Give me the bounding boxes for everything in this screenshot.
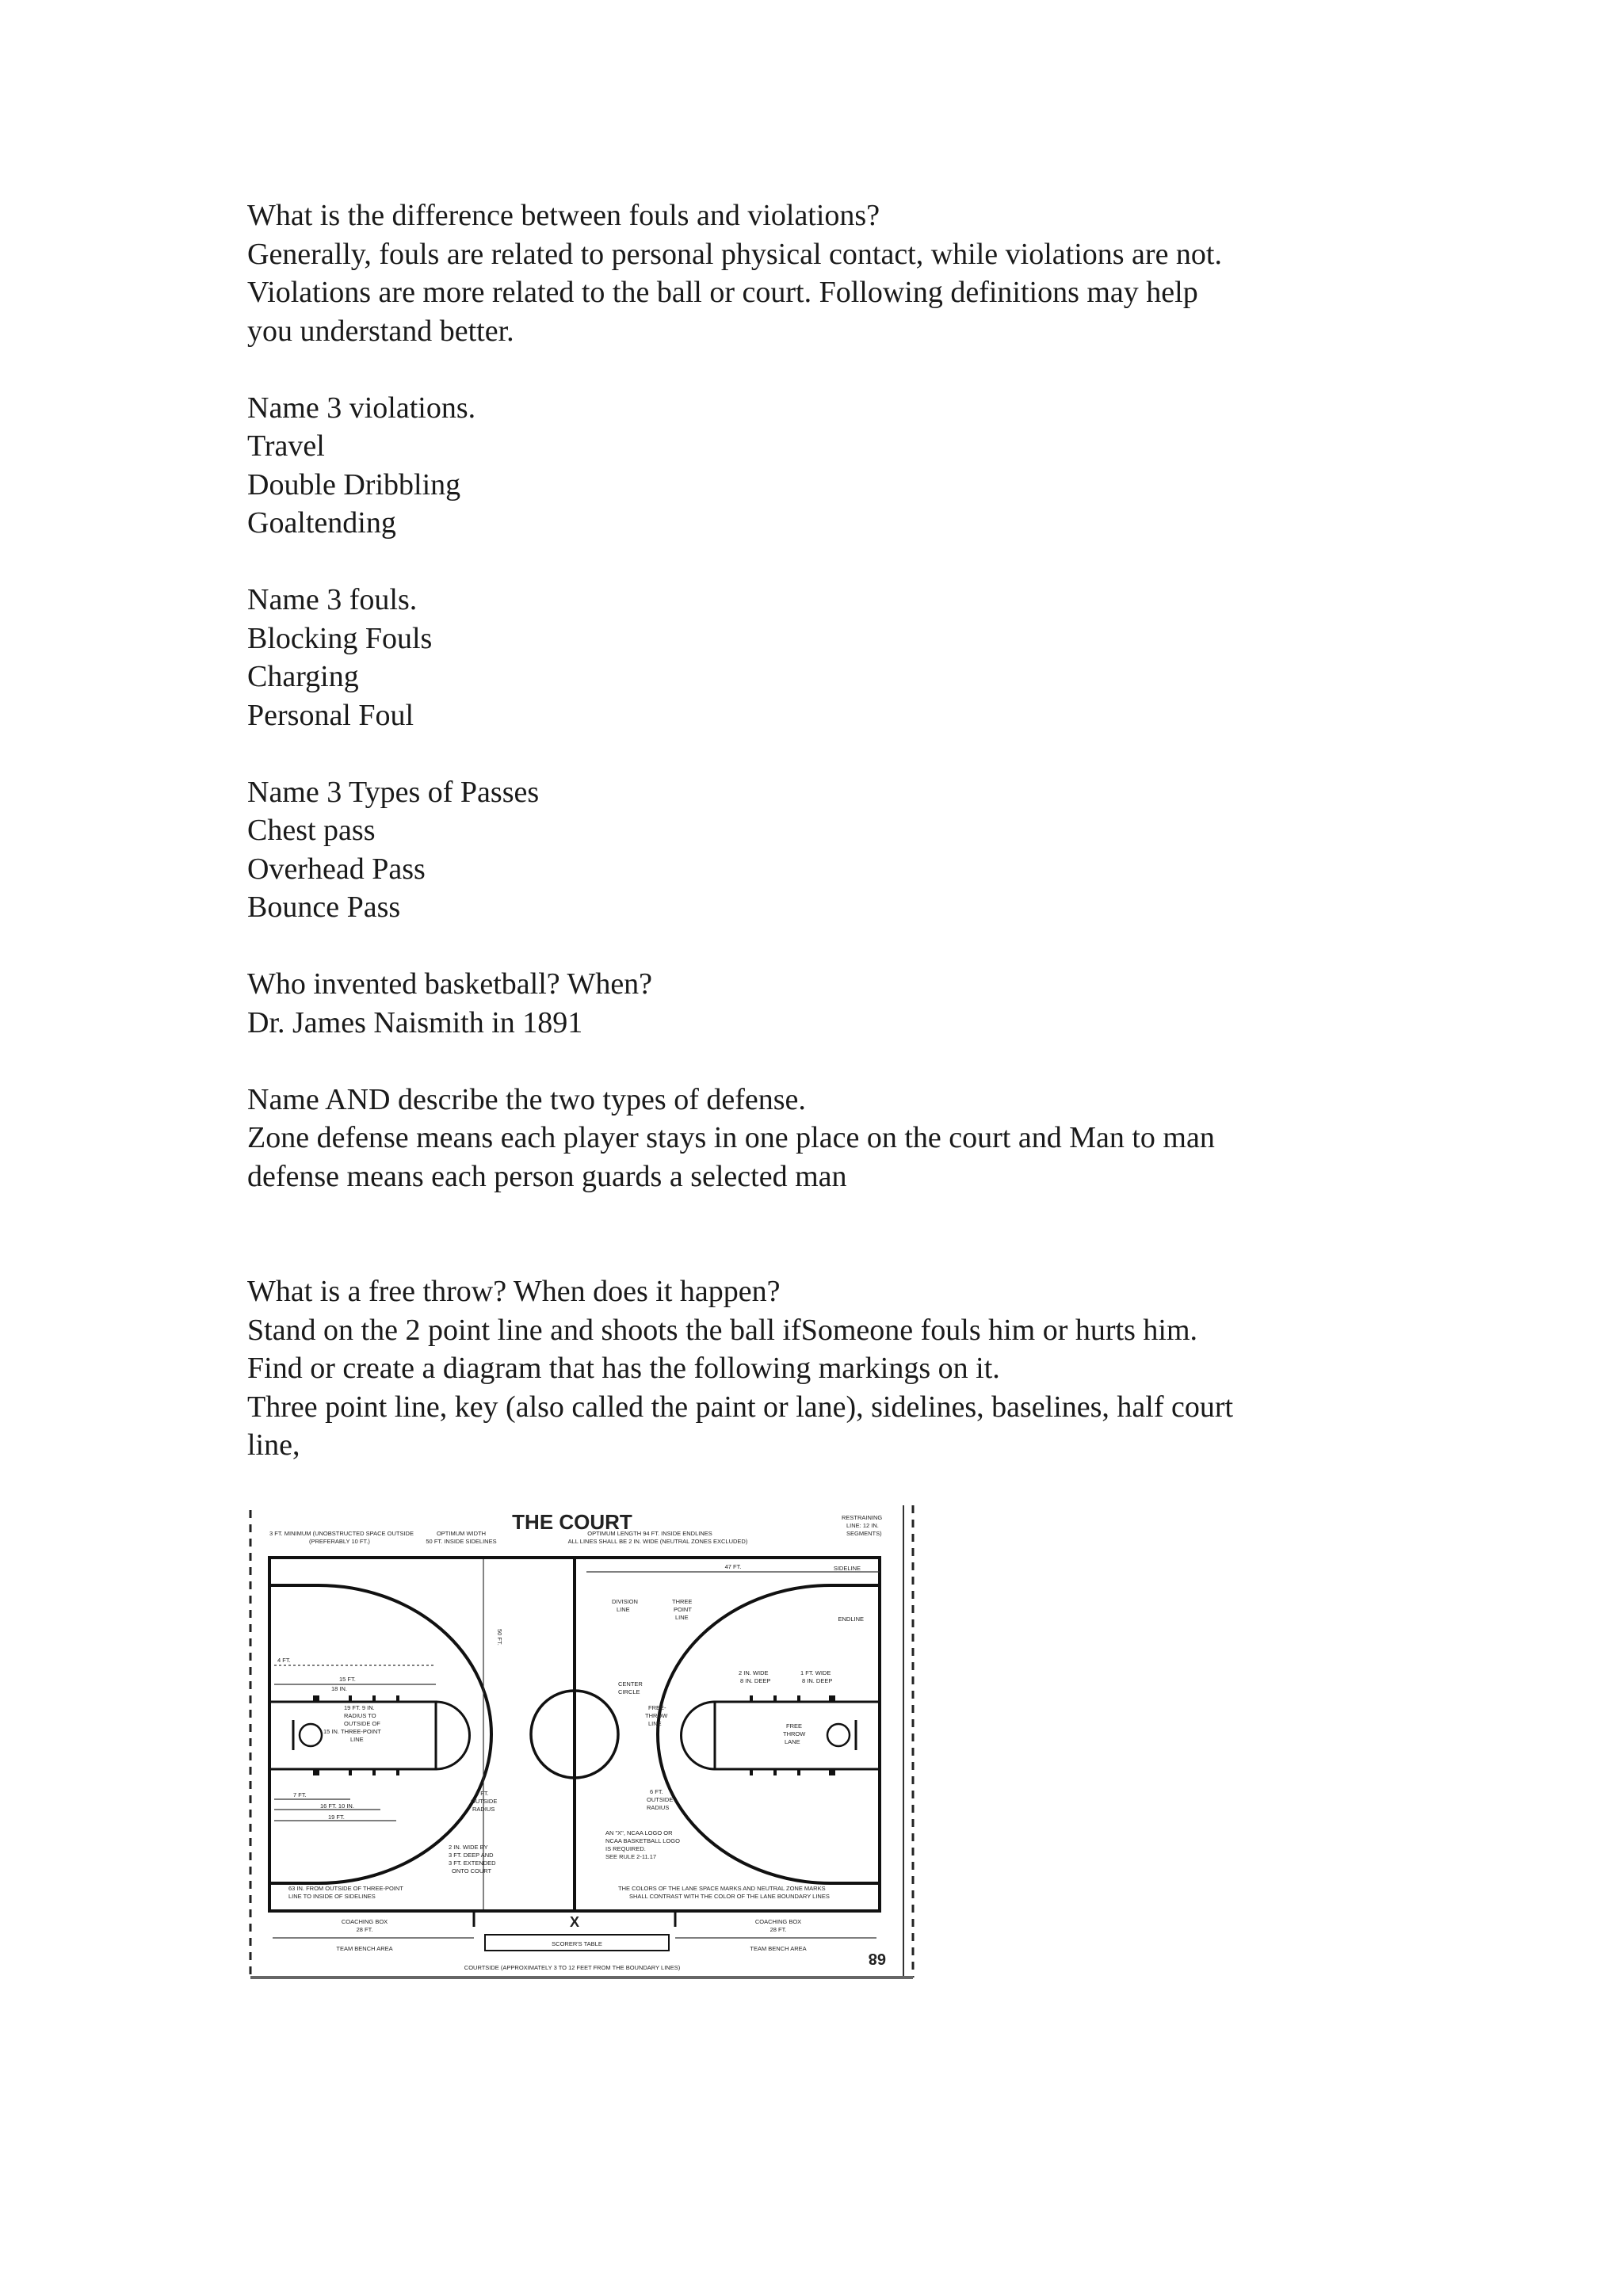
label-inside-2: LINE TO INSIDE OF SIDELINES [288, 1893, 376, 1900]
question-text: Name 3 Types of Passes [247, 775, 540, 809]
question-text: Who invented basketball? When? [247, 967, 653, 1001]
label-min-space-2: (PREFERABLY 10 FT.) [309, 1538, 370, 1545]
label-19ft: 19 FT. [328, 1814, 345, 1821]
answer-text: Violations are more related to the ball or court. Following definitions may help [247, 276, 1198, 309]
label-radius-6c-left: RADIUS [472, 1806, 495, 1813]
answer-text: Double Dribbling [247, 467, 461, 502]
label-arc-radius-3: OUTSIDE OF [344, 1720, 380, 1727]
answer-text: Blocking Fouls [247, 621, 433, 655]
label-47ft: 47 FT. [724, 1563, 742, 1570]
label-50ft: 50 FT. [496, 1629, 503, 1646]
label-opt-length-2: ALL LINES SHALL BE 2 IN. WIDE (NEUTRAL ZONES EXCLUDED) [567, 1538, 748, 1545]
label-three-3: LINE [675, 1614, 689, 1621]
question-text: Name AND describe the two types of defense. [247, 1082, 806, 1116]
page-number: 68 [868, 1950, 886, 1967]
label-lane-2: THROW [783, 1730, 806, 1737]
label-extended-3: 3 FT. EXTENDED [449, 1859, 496, 1867]
label-lane-3: LANE [785, 1738, 800, 1745]
label-free-throw-2: THROW [645, 1712, 668, 1719]
question-text: Name 3 fouls. [247, 583, 418, 616]
label-bench-right: TEAM BENCH AREA [750, 1945, 807, 1952]
paragraph-gap [247, 927, 1404, 966]
label-radius-6-left: 6 FT. [475, 1790, 489, 1797]
answer-text: Zone defense means each player stays in one place on the court and Man to man [247, 1121, 1215, 1154]
label-min-space: 3 FT. MINIMUM (UNOBSTRUCTED SPACE OUTSIDE [269, 1530, 414, 1537]
label-bench-left: TEAM BENCH AREA [336, 1945, 393, 1952]
label-wide-1ft: 1 FT. WIDE [800, 1669, 831, 1676]
label-scorers: SCORER'S TABLE [552, 1940, 602, 1947]
answer-text: Charging [247, 660, 359, 693]
label-coaching-left: COACHING BOX [341, 1918, 388, 1925]
label-logo-2: NCAA BASKETBALL LOGO [605, 1837, 680, 1844]
label-coaching-left-2: 28 FT. [356, 1926, 373, 1933]
court-title: THE COURT [512, 1510, 632, 1534]
question-text: Name 3 violations. [247, 391, 476, 425]
label-opt-width: OPTIMUM WIDTH [436, 1530, 487, 1537]
label-opt-width-2: 50 FT. INSIDE SIDELINES [426, 1538, 497, 1545]
answer-text: line, [247, 1428, 300, 1462]
label-radius-6: 6 FT. [650, 1788, 663, 1795]
label-coaching-right: COACHING BOX [754, 1918, 802, 1925]
label-arc-radius: 19 FT. 9 IN. [344, 1704, 375, 1711]
label-7ft: 7 FT. [293, 1791, 307, 1798]
label-extended-4: ONTO COURT [452, 1867, 492, 1875]
right-basket [827, 1724, 850, 1746]
court-svg [246, 1502, 918, 1984]
label-logo: AN "X", NCAA LOGO OR [605, 1829, 673, 1836]
answer-text: Goaltending [247, 506, 396, 540]
label-extended: 2 IN. WIDE BY [449, 1844, 488, 1851]
label-wide-2in: 2 IN. WIDE [739, 1669, 769, 1676]
label-arc-radius-4: THREE-POINT [341, 1728, 381, 1735]
label-4ft: 4 FT. [277, 1657, 291, 1664]
label-inside: 63 IN. FROM OUTSIDE OF THREE-POINT [288, 1885, 403, 1892]
right-three-point-line [658, 1585, 880, 1883]
answer-text: Dr. James Naismith in 1891 [247, 1005, 583, 1039]
label-center-circle-2: CIRCLE [618, 1688, 640, 1695]
answer-text: Overhead Pass [247, 852, 426, 886]
label-radius-6b-left: OUTSIDE [471, 1798, 498, 1805]
paragraph-gap [247, 543, 1404, 582]
label-extended-2: 3 FT. DEEP AND [449, 1852, 494, 1859]
answer-text: Find or create a diagram that has the following markings on it. [247, 1352, 1000, 1385]
document-body [247, 196, 1404, 1465]
label-endline: ENDLINE [838, 1615, 864, 1623]
label-division: DIVISION [612, 1598, 638, 1605]
answer-text: Three point line, key (also called the paint or lane), sidelines, baselines, half court [247, 1390, 1234, 1424]
label-restraining-3: SEGMENTS) [846, 1530, 882, 1537]
left-free-throw-circle [436, 1702, 470, 1769]
left-basket [300, 1724, 322, 1746]
answer-text: Stand on the 2 point line and shoots the ball ifSomeone fouls him or hurts him. [247, 1313, 1198, 1347]
answer-text: Generally, fouls are related to personal physical contact, while violations are not. [247, 237, 1222, 271]
question-text: What is the difference between fouls and violations? [247, 199, 880, 232]
answer-text: Personal Foul [247, 698, 414, 732]
label-division-2: LINE [617, 1606, 630, 1613]
right-free-throw-circle [682, 1702, 716, 1769]
question-text: What is a free throw? When does it happen? [247, 1275, 781, 1308]
label-colors: THE COLORS OF THE LANE SPACE MARKS AND NEUTRAL ZONE MARKS [618, 1885, 826, 1892]
label-three: THREE [672, 1598, 693, 1605]
label-three-2: POINT [674, 1606, 692, 1613]
label-logo-4: SEE RULE 2-11.17 [605, 1853, 657, 1860]
label-free-throw-3: LINE [648, 1720, 662, 1727]
label-logo-3: IS REQUIRED. [605, 1845, 646, 1852]
label-restraining: RESTRAINING [842, 1514, 883, 1521]
answer-text: defense means each person guards a selected man [247, 1159, 847, 1193]
paragraph-gap [247, 734, 1404, 773]
answer-text: Bounce Pass [247, 891, 401, 924]
paragraph-gap [247, 350, 1404, 389]
label-arc-radius-5: LINE [350, 1736, 364, 1743]
label-wide-1ft-2: 8 IN. DEEP [802, 1677, 833, 1684]
label-radius-6c: RADIUS [647, 1804, 670, 1811]
label-sideline: SIDELINE [833, 1565, 861, 1572]
label-16ft: 16 FT. 10 IN. [320, 1802, 354, 1810]
label-radius-6b: OUTSIDE [647, 1796, 674, 1803]
label-center-circle: CENTER [618, 1680, 643, 1688]
label-opt-length: OPTIMUM LENGTH 94 FT. INSIDE ENDLINES [587, 1530, 712, 1537]
label-15in: 15 IN. [323, 1728, 340, 1735]
x-mark: X [569, 1914, 580, 1930]
label-restraining-2: LINE: 12 IN. [846, 1522, 879, 1529]
answer-text: Chest pass [247, 814, 376, 847]
label-courtside: COURTSIDE (APPROXIMATELY 3 TO 12 FEET FROM THE BOUNDARY LINES) [464, 1964, 681, 1971]
answer-text: Travel [247, 429, 325, 463]
label-18in: 18 IN. [331, 1685, 348, 1692]
label-colors-2: SHALL CONTRAST WITH THE COLOR OF THE LANE BOUNDARY LINES [629, 1893, 830, 1900]
label-15ft: 15 FT. [339, 1676, 356, 1683]
court-diagram [246, 1502, 918, 1984]
label-coaching-right-2: 28 FT. [769, 1926, 787, 1933]
label-wide-2in-2: 8 IN. DEEP [740, 1677, 771, 1684]
label-lane: FREE [786, 1722, 803, 1730]
label-arc-radius-2: RADIUS TO [344, 1712, 376, 1719]
label-free-throw: FREE- [648, 1704, 666, 1711]
paragraph-gap [247, 1042, 1404, 1081]
answer-text: you understand better. [247, 314, 514, 348]
paragraph-gap [247, 1196, 1404, 1272]
